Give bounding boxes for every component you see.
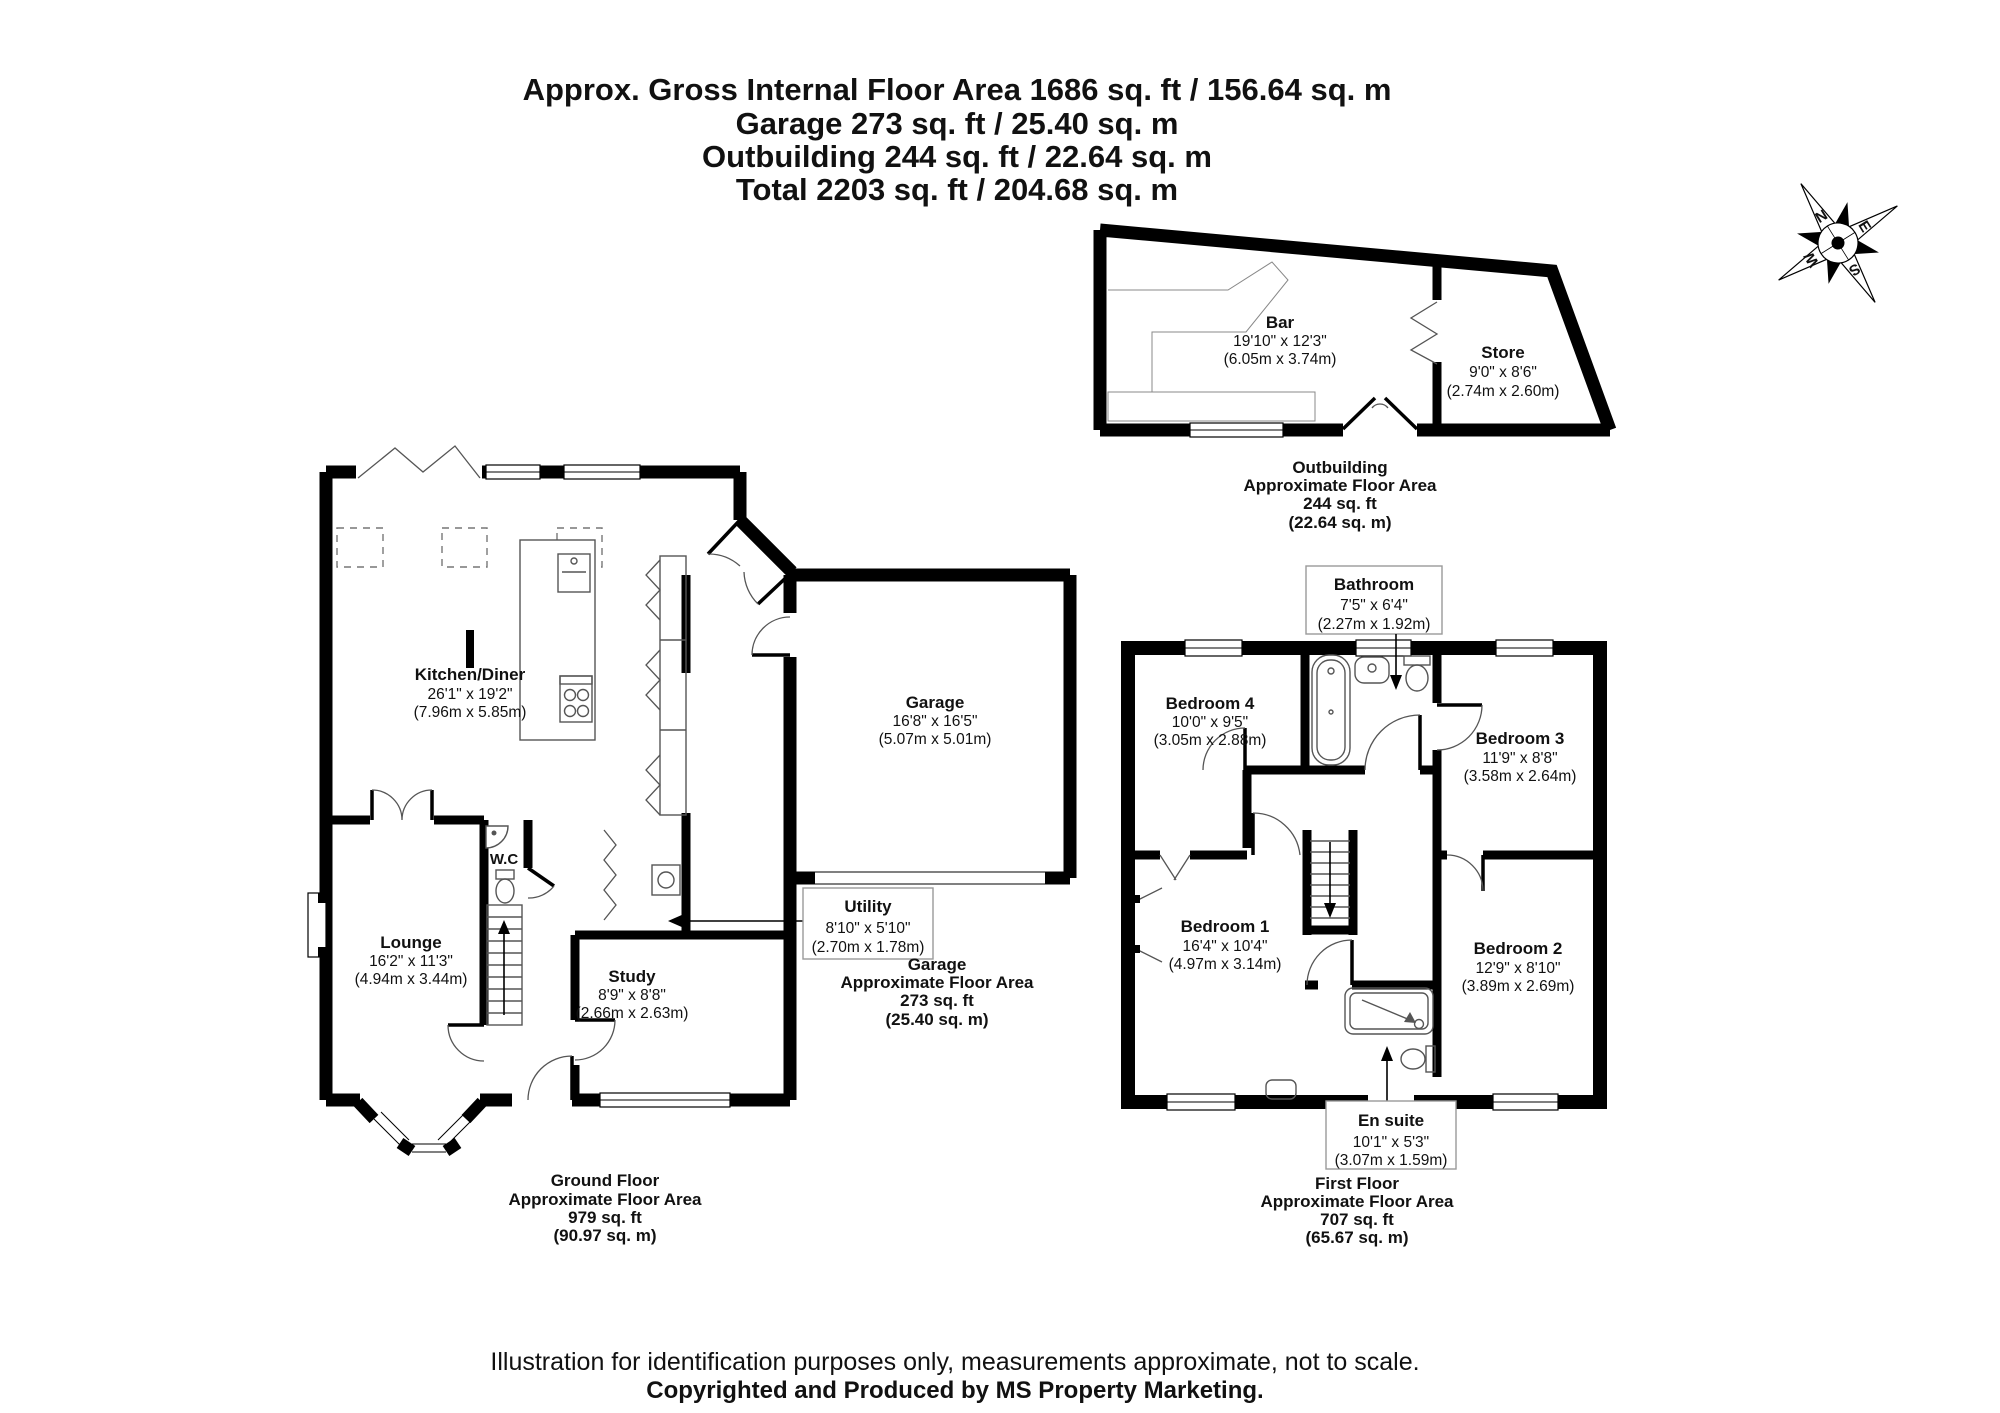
room-label-bedroom4-metric: (3.05m x 2.88m) [1153,732,1267,749]
front-door-arc [528,1056,572,1100]
garage-area-line-3: 273 sq. ft [900,991,974,1010]
wc-toilet-icon [496,870,514,903]
room-label-bathroom-imperial: 7'5" x 6'4" [1340,597,1408,614]
footer-line-2: Copyrighted and Produced by MS Property Marketing. [646,1377,1264,1404]
shower-icon [1345,988,1433,1034]
room-label-garage-imperial: 16'8" x 16'5" [892,713,978,730]
garage-area-line-2: Approximate Floor Area [840,973,1034,992]
room-label-bedroom2-imperial: 12'9" x 8'10" [1475,960,1561,977]
room-label-bedroom4-name: Bedroom 4 [1165,694,1255,713]
bathroom-toilet-icon [1404,656,1430,691]
wc-sink-icon [486,826,508,848]
bedroom1-closets [1128,855,1190,962]
skylight-1 [337,528,383,567]
room-label-bedroom2-name: Bedroom 2 [1473,939,1563,958]
room-label-garage-metric: (5.07m x 5.01m) [878,731,992,748]
ensuite-toilet-icon [1401,1046,1435,1072]
room-label-ensuite-name: En suite [1357,1111,1425,1130]
compass-south-label: S [1845,259,1864,280]
kitchen-bifold-gap [356,462,482,486]
garage-area-line-1: Garage [907,955,967,974]
header-area-summary [523,72,1392,207]
room-label-kitchen-name: Kitchen/Diner [414,665,526,684]
garage-vehicle-door-gap [815,867,1045,889]
outbuilding-area-line-4: (22.64 sq. m) [1288,513,1392,532]
outbuilding-area-line-1: Outbuilding [1292,458,1388,477]
room-label-store-imperial: 9'0" x 8'6" [1469,364,1537,381]
first-area-line-2: Approximate Floor Area [1260,1192,1454,1211]
kitchen-cupboards [646,556,686,815]
kitchen-island [520,540,595,740]
compass-rose-icon [1742,147,1935,340]
first-area-line-4: (65.67 sq. m) [1305,1228,1409,1247]
footer-disclaimer [490,1348,1419,1404]
first-area-line-1: First Floor [1314,1174,1400,1193]
ground-floor-plan [308,446,1070,1245]
bay-window [358,1102,482,1152]
garage-area-line-4: (25.40 sq. m) [885,1010,989,1029]
wc-door-leaf [528,868,554,886]
first-floor-area-label [1260,1174,1454,1247]
room-label-bathroom-name: Bathroom [1333,575,1415,594]
chimney-bump [308,893,326,957]
room-label-study-metric: (2.66m x 2.63m) [575,1005,689,1022]
outbuilding-walls [1100,230,1610,430]
outbuilding-door-gap [1343,422,1417,438]
bathroom-door-arc [1365,715,1420,770]
room-label-utility-metric: (2.70m x 1.78m) [811,939,925,956]
room-label-bedroom3-metric: (3.58m x 2.64m) [1463,768,1577,785]
skylight-2 [442,528,487,567]
outbuilding-plan [1100,230,1610,532]
outbuilding-area-line-2: Approximate Floor Area [1243,476,1437,495]
room-label-study-name: Study [608,967,656,986]
room-label-utility-name: Utility [844,897,892,916]
bar-counter [1108,262,1288,392]
room-label-bedroom1-imperial: 16'4" x 10'4" [1182,938,1268,955]
garage-door-gap [782,613,798,657]
ground-area-line-2: Approximate Floor Area [508,1190,702,1209]
washing-machine-icon [652,865,680,895]
outbuilding-door-arc [1372,404,1388,408]
first-area-line-3: 707 sq. ft [1320,1210,1394,1229]
room-label-utility-imperial: 8'10" x 5'10" [825,920,911,937]
room-label-bathroom-metric: (2.27m x 1.92m) [1317,616,1431,633]
room-label-bedroom3-imperial: 11'9" x 8'8" [1482,750,1558,767]
bath-icon [1312,655,1350,765]
room-label-lounge-imperial: 16'2" x 11'3" [369,953,453,970]
lobby-door-arcs [708,554,758,604]
first-floor-plan [1128,566,1600,1247]
header-line-3: Outbuilding 244 sq. ft / 22.64 sq. m [702,139,1212,174]
bathroom-sink-icon [1355,657,1389,683]
corridor-closet-zigzag [604,830,616,920]
room-label-study-imperial: 8'9" x 8'8" [598,987,666,1004]
room-label-lounge-metric: (4.94m x 3.44m) [354,971,468,988]
room-label-bedroom2-metric: (3.89m x 2.69m) [1461,978,1575,995]
store-door-zigzag [1411,302,1437,364]
room-label-bar-metric: (6.05m x 3.74m) [1223,351,1337,368]
garage-area-label [840,955,1034,1029]
compass-north-label: N [1812,206,1831,227]
room-label-store-metric: (2.74m x 2.60m) [1446,383,1560,400]
ground-stairs [487,905,522,1025]
footer-line-1: Illustration for identification purposes only, measurements approximate, not to scale. [490,1348,1420,1376]
room-label-bedroom4-imperial: 10'0" x 9'5" [1171,714,1249,731]
ensuite-door-arc [1307,940,1352,985]
ground-area-line-4: (90.97 sq. m) [553,1226,657,1245]
room-label-bar-imperial: 19'10" x 12'3" [1233,333,1327,350]
room-label-store-name: Store [1481,343,1525,362]
ground-floor-area-label [508,1171,702,1245]
utility-callout [668,888,933,959]
room-label-lounge-name: Lounge [380,933,442,952]
room-label-bedroom3-name: Bedroom 3 [1475,729,1565,748]
header-line-1: Approx. Gross Internal Floor Area 1686 sq. ft / 156.64 sq. m [522,72,1392,107]
compass-west-label: W [1800,248,1823,270]
ground-area-line-1: Ground Floor [550,1171,660,1190]
room-label-kitchen-imperial: 26'1" x 19'2" [427,686,513,703]
bar-back-counter [1108,392,1315,421]
room-label-ensuite-imperial: 10'1" x 5'3" [1352,1134,1430,1151]
outbuilding-area-label [1243,458,1437,532]
room-label-ensuite-metric: (3.07m x 1.59m) [1334,1152,1448,1169]
header-line-2: Garage 273 sq. ft / 25.40 sq. m [735,106,1179,141]
room-label-kitchen-metric: (7.96m x 5.85m) [413,704,527,721]
room-label-bedroom1-metric: (4.97m x 3.14m) [1168,956,1282,973]
room-label-garage-name: Garage [905,693,965,712]
compass-east-label: E [1854,217,1875,236]
outbuilding-area-line-3: 244 sq. ft [1303,494,1377,513]
room-label-bar-name: Bar [1265,313,1295,332]
room-label-wc-name: W.C [489,851,519,868]
hall-lounge-door-arc [448,1025,484,1061]
bedroom1-door-arc [1253,813,1300,855]
wc-door-arc [528,886,554,898]
study-door-arc [575,1020,615,1060]
ground-area-line-3: 979 sq. ft [568,1208,642,1227]
kitchen-wall-stub [466,630,474,668]
room-label-bedroom1-name: Bedroom 1 [1180,917,1270,936]
first-floor-stairs [1310,841,1350,918]
bedroom2-door-arc [1447,855,1483,891]
header-line-4: Total 2203 sq. ft / 204.68 sq. m [735,172,1179,207]
